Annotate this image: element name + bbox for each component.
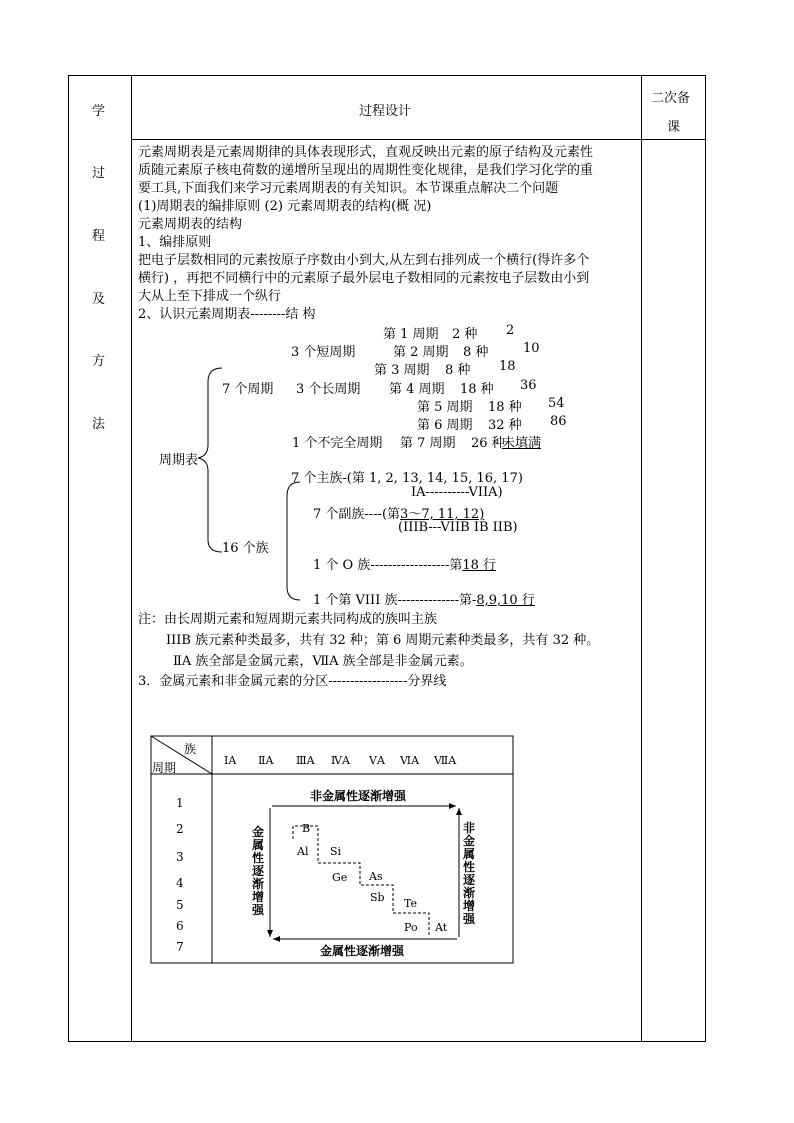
group-header: ⅡA (258, 754, 274, 767)
bottom-arrow-label: 金属性逐渐增强 (320, 944, 405, 958)
period-6-name: 第 6 周期 (417, 418, 473, 433)
period-number: 5 (176, 898, 184, 912)
element-sb: Sb (370, 891, 385, 904)
note-most-elements: IIIB 族元素种类最多，共有 32 种；第 6 周期元素种类最多，共有 32 种。 (166, 633, 600, 648)
group-header: ⅠA (224, 754, 237, 767)
period-3-value: 18 (499, 359, 516, 374)
period-number: 4 (176, 876, 184, 890)
period-4-count: 18 种 (460, 382, 494, 397)
intro-line: 元素周期表的结构 (138, 217, 243, 232)
period-7-name: 第 7 周期 (400, 436, 456, 451)
period-1-count: 2 种 (452, 327, 478, 342)
three-short-periods: 3 个短周期 (291, 345, 356, 360)
element-as: As (369, 870, 383, 883)
header-revision-line1: 二次备 (651, 91, 691, 106)
seven-periods-label: 7 个周期 (222, 382, 274, 397)
three-long-periods: 3 个长周期 (296, 382, 361, 397)
sixteen-groups-label: 16 个族 (222, 541, 269, 556)
sub-groups-line2: (IIIB---VIIB IB IIB) (398, 520, 518, 535)
period-2-count: 8 种 (463, 345, 489, 360)
period-5-name: 第 5 周期 (417, 400, 473, 415)
period-6-count: 32 种 (488, 418, 522, 433)
period-3-name: 第 3 周期 (374, 363, 430, 378)
intro-line: 2、认识元素周期表--------结 构 (138, 307, 316, 322)
period-7-count: 26 种 (471, 436, 505, 451)
left-col-char-2: 程 (92, 229, 106, 244)
period-number: 2 (176, 822, 184, 836)
period-number: 3 (176, 850, 184, 864)
intro-line: 要工具,下面我们来学习元素周期表的有关知识。本节课重点解决二个问题 (138, 181, 559, 196)
period-4-value: 36 (520, 378, 537, 393)
left-col-char-4: 方 (92, 354, 106, 369)
period-2-name: 第 2 周期 (393, 345, 449, 360)
group-header: ⅤA (369, 754, 385, 767)
viii-group-prefix: 1 个第 VIII 族--------------第- (313, 593, 477, 608)
zero-group-value: 18 行 (462, 558, 497, 573)
element-ge: Ge (332, 871, 348, 884)
intro-line: 大从上至下排成一个纵行 (138, 289, 282, 304)
period-7-note: 未填满 (502, 436, 542, 451)
section-3-heading: 3．金属元素和非金属元素的分区------------------分界线 (138, 674, 447, 689)
element-si: Si (330, 845, 342, 858)
left-col-char-1: 过 (92, 166, 106, 181)
period-3-count: 8 种 (445, 363, 471, 378)
intro-line: 质随元素原子核电荷数的递增所呈现出的周期性变化规律，是我们学习化学的重 (138, 163, 594, 178)
period-1-value: 2 (506, 323, 515, 338)
right-arrow-label: 非金属性逐渐增强 (463, 821, 476, 926)
left-arrow-label: 金属性逐渐增强 (252, 825, 265, 917)
period-1-name: 第 1 周期 (383, 327, 439, 342)
period-5-count: 18 种 (488, 400, 522, 415)
intro-line: 把电子层数相同的元素按原子序数由小到大,从左到右排列成一个横行(得许多个 (138, 253, 590, 268)
group-header: ⅥA (400, 754, 420, 767)
element-po: Po (404, 921, 418, 934)
note-main-groups: 注：由长周期元素和短周期元素共同构成的族叫主族 (138, 612, 438, 627)
period-number: 6 (176, 919, 184, 933)
tree-root: 周期表 (159, 453, 199, 468)
main-groups-line1: 7 个主族-(第 1, 2, 13, 14, 15, 16, 17) (291, 471, 523, 486)
left-col-char-5: 法 (92, 417, 106, 432)
sub-groups-values: 3～7, 11, 12) (400, 507, 485, 522)
element-at: At (435, 921, 448, 934)
group-header: ⅢA (296, 754, 315, 767)
zero-group-prefix: 1 个 O 族------------------第 (313, 558, 463, 573)
intro-line: 1、编排原则 (138, 235, 212, 250)
incomplete-period: 1 个不完全周期 (292, 436, 383, 451)
element-al: Al (297, 845, 309, 858)
left-col-header: 学 (92, 104, 106, 119)
viii-group-value: 8,9,10 行 (476, 593, 535, 608)
corner-period-label: 周期 (152, 761, 177, 775)
corner-group-label: 族 (184, 742, 197, 756)
period-6-value: 86 (550, 414, 567, 429)
element-b: B (302, 822, 311, 835)
period-number: 7 (176, 940, 184, 954)
header-revision-line2: 课 (667, 120, 681, 135)
top-arrow-label: 非金属性逐渐增强 (310, 789, 407, 803)
note-metal-groups: ⅡA 族全部是金属元素，ⅦA 族全部是非金属元素。 (173, 654, 473, 669)
period-2-value: 10 (523, 341, 540, 356)
sub-groups-prefix: 7 个副族----(第 (313, 507, 401, 522)
period-4-name: 第 4 周期 (389, 382, 445, 397)
intro-line: (1)周期表的编排原则 (2) 元素周期表的结构(概 况) (138, 199, 432, 214)
intro-line: 元素周期表是元素周期律的具体表现形式，直观反映出元素的原子结构及元素性 (138, 145, 594, 160)
main-groups-line2: IA----------VIIA) (411, 485, 503, 500)
group-header: ⅣA (331, 754, 350, 767)
element-te: Te (404, 897, 417, 910)
period-number: 1 (176, 796, 184, 810)
intro-line: 横行) ，再把不同横行中的元素原子最外层电子数相同的元素按电子层数由小到 (138, 271, 590, 286)
group-header: ⅦA (434, 754, 457, 767)
left-col-char-3: 及 (92, 292, 106, 307)
period-5-value: 54 (548, 396, 565, 411)
header-process-design: 过程设计 (359, 104, 412, 119)
